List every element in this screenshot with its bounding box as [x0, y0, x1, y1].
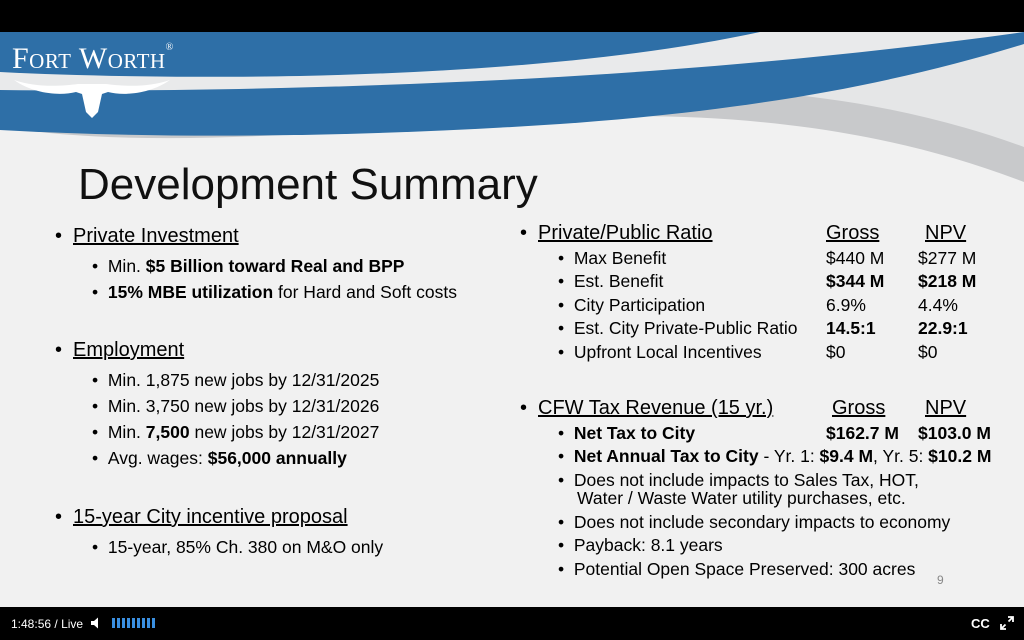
revenue-col-npv: NPV	[925, 397, 967, 419]
fullscreen-icon[interactable]	[1000, 616, 1014, 630]
longhorn-icon	[12, 74, 172, 119]
list-item: • Payback: 8.1 years	[558, 535, 723, 555]
list-item: • Does not include impacts to Sales Tax, HOT,	[558, 470, 919, 490]
list-item: • Avg. wages: $56,000 annually	[92, 448, 347, 468]
volume-icon[interactable]	[90, 616, 104, 630]
section-incentive-proposal: • 15-year City incentive proposal	[55, 506, 348, 528]
list-item: • Net Annual Tax to City - Yr. 1: $9.4 M, Yr. 5: $10.2 M	[558, 446, 992, 466]
top-black-bar	[0, 0, 1024, 32]
logo-text: Fort Worth	[12, 42, 166, 75]
list-item-continued: Water / Waste Water utility purchases, etc.	[577, 488, 906, 508]
time-display: 1:48:56 / Live	[11, 617, 84, 631]
page-number: 9	[937, 573, 944, 587]
list-item: • Min. 7,500 new jobs by 12/31/2027	[92, 422, 380, 442]
list-item: • 15% MBE utilization for Hard and Soft costs	[92, 282, 457, 302]
logo-registered-mark: ®	[165, 42, 174, 53]
fort-worth-logo	[12, 42, 172, 122]
player-control-bar	[0, 607, 1024, 640]
section-employment: • Employment	[55, 339, 185, 361]
list-item: • Min. 3,750 new jobs by 12/31/2026	[92, 396, 380, 416]
ratio-col-gross: Gross	[826, 222, 880, 244]
volume-slider[interactable]	[112, 618, 155, 628]
ratio-col-npv: NPV	[925, 222, 967, 244]
list-item: • Does not include secondary impacts to economy	[558, 512, 951, 532]
list-item: • Potential Open Space Preserved: 300 acres	[558, 559, 916, 579]
presentation-slide: Fort Worth® Development Summary • Private Investment • Min. $5 Billion toward Real and BPP • 15% MBE utilization for Hard and Soft costs • Employment • Min. 1,875 new jobs by 12/31/2025 • Min. 3,750 new jobs by 12/31/2026 • Min. 7,500 new jobs by 12/31/2027 • Avg. wages: $56,000 annually • 15-year City incentive proposal • 15-year, 85% Ch. 380 on M&O only • Private/Public Ratio Gross NPV • Max Benefit $440 M $277 M • Est. Benefit $344 M $218 M • City Participation 6.9% 4.4% • Est. City Private-Public Ratio 14.5:1 22.9:1 • Upfront Local Incentives $0 $0 • CFW Tax Revenue (15 yr.) Gross NPV • Net Tax to City $162.7 M $103.0 M • Net Annual Tax to City - Yr. 1: $9.4 M, Yr. 5: $10.2 M • Does not include impacts to Sales Tax, HOT, Water / Waste Water utility purchases, etc. • Does not include secondary impacts to economy • Payback: 8.1 years • Potential Open Space Preserved: 300 acres 9	[0, 32, 1024, 607]
list-item: • 15-year, 85% Ch. 380 on M&O only	[92, 537, 384, 557]
list-item: • Min. $5 Billion toward Real and BPP	[92, 256, 405, 276]
ratio-heading: • Private/Public Ratio	[520, 222, 713, 244]
section-private-investment: • Private Investment	[55, 225, 239, 247]
list-item: • Min. 1,875 new jobs by 12/31/2025	[92, 370, 380, 390]
revenue-col-gross: Gross	[832, 397, 886, 419]
closed-captions-button[interactable]: CC	[971, 616, 990, 631]
slide-title: Development Summary	[78, 160, 538, 209]
revenue-heading: • CFW Tax Revenue (15 yr.)	[520, 397, 774, 419]
live-indicator[interactable]: Live	[61, 617, 84, 631]
